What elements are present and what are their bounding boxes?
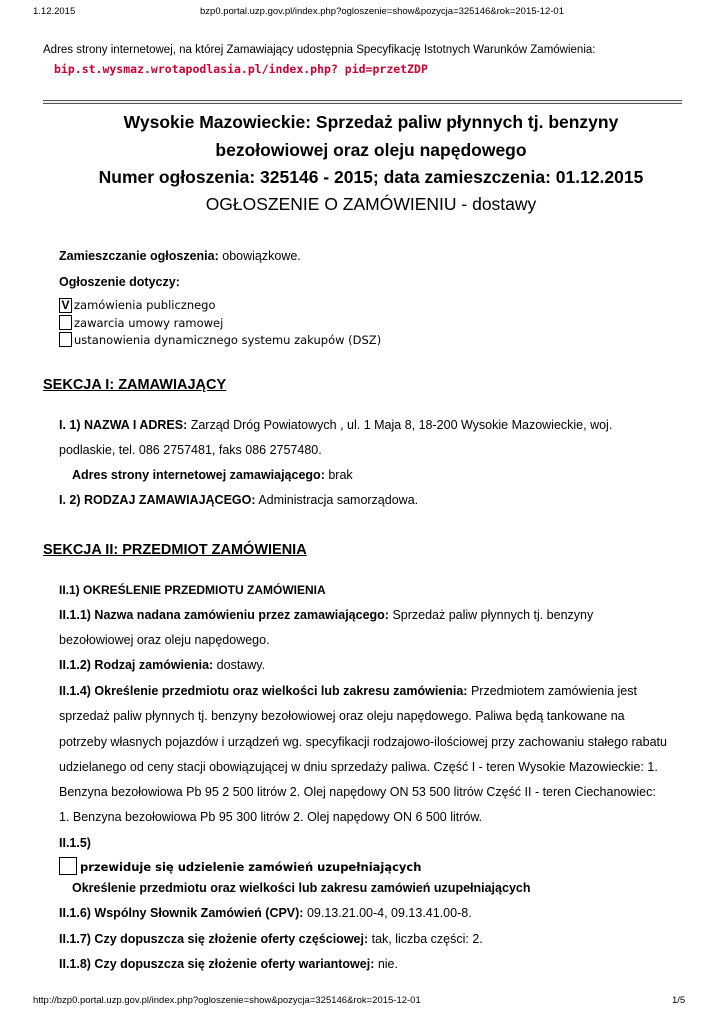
footer-url: http://bzp0.portal.uzp.gov.pl/index.php?ogloszenie=show&pozycja=325146&rok=2015-12-01 [33, 995, 421, 1006]
notice-number: Numer ogłoszenia: 325146 - 2015; data zamieszczenia: 01.12.2015 [98, 167, 644, 187]
checkbox-additional-orders[interactable] [59, 857, 77, 875]
cpv-label: II.1.6) Wspólny Słownik Zamówień (CPV): [59, 906, 304, 920]
order-name-cont: bezołowiowej oraz oleju napędowego. [59, 633, 270, 647]
page-title: Wysokie Mazowieckie: Sprzedaż paliw płynnych tj. benzyny [123, 112, 619, 132]
name-address-value: Zarząd Dróg Powiatowych , ul. 1 Maja 8, 18-200 Wysokie Mazowieckie, woj. [187, 418, 613, 432]
concerns-label: Ogłoszenie dotyczy: [59, 275, 180, 289]
name-address-cont: podlaskie, tel. 086 2757481, faks 086 2757480. [59, 443, 322, 457]
buyer-type-label: I. 2) RODZAJ ZAMAWIAJĄCEGO: [59, 493, 256, 507]
website-row [72, 468, 353, 482]
scope-line: potrzeby własnych pojazdów i urządzeń wg. specyfikacji rodzajowo-ilościowej przy zachowaniu stałego rabatu [59, 735, 667, 749]
buyer-type-value: Administracja samorządowa. [255, 493, 419, 507]
notice-type: OGŁOSZENIE O ZAMÓWIENIU - dostawy [205, 194, 537, 214]
partial-offer-row [59, 932, 483, 946]
subject-heading: II.1) OKREŚLENIE PRZEDMIOTU ZAMÓWIENIA [59, 583, 326, 597]
placement-value: obowiązkowe. [218, 249, 301, 263]
checkbox-label: zawarcia umowy ramowej [74, 316, 224, 330]
order-name-label: II.1.1) Nazwa nadana zamówieniu przez zamawiającego: [59, 608, 389, 622]
print-date: 1.12.2015 [33, 6, 76, 17]
scope-line: udzielanego od ceny stacji obowiązującej w dniu sprzedaży paliwa. Część I - teren Wysokie Mazowieckie: 1. [59, 760, 658, 774]
cpv-row [59, 906, 472, 920]
scope-value: Przedmiotem zamówienia jest [467, 684, 637, 698]
print-url: bzp0.portal.uzp.gov.pl/index.php?ogloszenie=show&pozycja=325146&rok=2015-12-01 [200, 6, 564, 17]
placement-label: Zamieszczanie ogłoszenia: [59, 249, 219, 263]
placement-row [59, 249, 301, 263]
buyer-type-row [59, 493, 418, 507]
checkbox-public-order[interactable]: V [59, 298, 72, 313]
website-value: brak [324, 468, 353, 482]
page-title-line2: bezołowiowej oraz oleju napędowego [215, 140, 527, 160]
scope-line: sprzedaż paliw płynnych tj. benzyny bezołowiowej oraz oleju napędowego. Paliwa będą tankowane na [59, 709, 625, 723]
additional-orders-label: II.1.5) [59, 836, 91, 850]
variant-offer-value: nie. [374, 957, 398, 971]
checkbox-framework[interactable] [59, 315, 72, 330]
scope-label: II.1.4) Określenie przedmiotu oraz wielkości lub zakresu zamówienia: [59, 684, 468, 698]
scope-line: Benzyna bezołowiowa Pb 95 2 500 litrów 2. Olej napędowy ON 53 500 litrów Część II - teren Ciechanowiec: [59, 785, 656, 799]
variant-offer-row [59, 957, 398, 971]
website-label: Adres strony internetowej zamawiającego: [72, 468, 325, 482]
cpv-value: 09.13.21.00-4, 09.13.41.00-8. [303, 906, 472, 920]
name-address-label: I. 1) NAZWA I ADRES: [59, 418, 188, 432]
additional-orders-scope: Określenie przedmiotu oraz wielkości lub zakresu zamówień uzupełniających [72, 881, 531, 895]
partial-offer-value: tak, liczba części: 2. [368, 932, 483, 946]
scope-row [59, 684, 637, 698]
scope-line: 1. Benzyna bezołowiowa Pb 95 300 litrów 2. Olej napędowy ON 6 500 litrów. [59, 810, 483, 824]
checkbox-dsz[interactable] [59, 332, 72, 347]
section-1-heading: SEKCJA I: ZAMAWIAJĄCY [43, 377, 227, 393]
siwz-notice: Adres strony internetowej, na której Zamawiający udostępnia Specyfikację Istotnych Warunków Zamówienia: [43, 44, 596, 56]
checkbox-label: zamówienia publicznego [74, 298, 216, 312]
page-number: 1/5 [672, 995, 686, 1006]
name-address-row [59, 418, 612, 432]
order-type-row [59, 658, 265, 672]
order-name-row [59, 608, 593, 622]
additional-orders-option: przewiduje się udzielenie zamówień uzupełniających [80, 860, 422, 874]
order-type-value: dostawy. [213, 658, 266, 672]
order-name-value: Sprzedaż paliw płynnych tj. benzyny [388, 608, 594, 622]
order-type-label: II.1.2) Rodzaj zamówienia: [59, 658, 214, 672]
partial-offer-label: II.1.7) Czy dopuszcza się złożenie oferty częściowej: [59, 932, 369, 946]
checkbox-label: ustanowienia dynamicznego systemu zakupów (DSZ) [74, 333, 382, 347]
title-divider [43, 100, 682, 104]
variant-offer-label: II.1.8) Czy dopuszcza się złożenie oferty wariantowej: [59, 957, 375, 971]
siwz-url[interactable]: bip.st.wysmaz.wrotapodlasia.pl/index.php? pid=przetZDP [54, 62, 428, 76]
section-2-heading: SEKCJA II: PRZEDMIOT ZAMÓWIENIA [43, 542, 307, 558]
